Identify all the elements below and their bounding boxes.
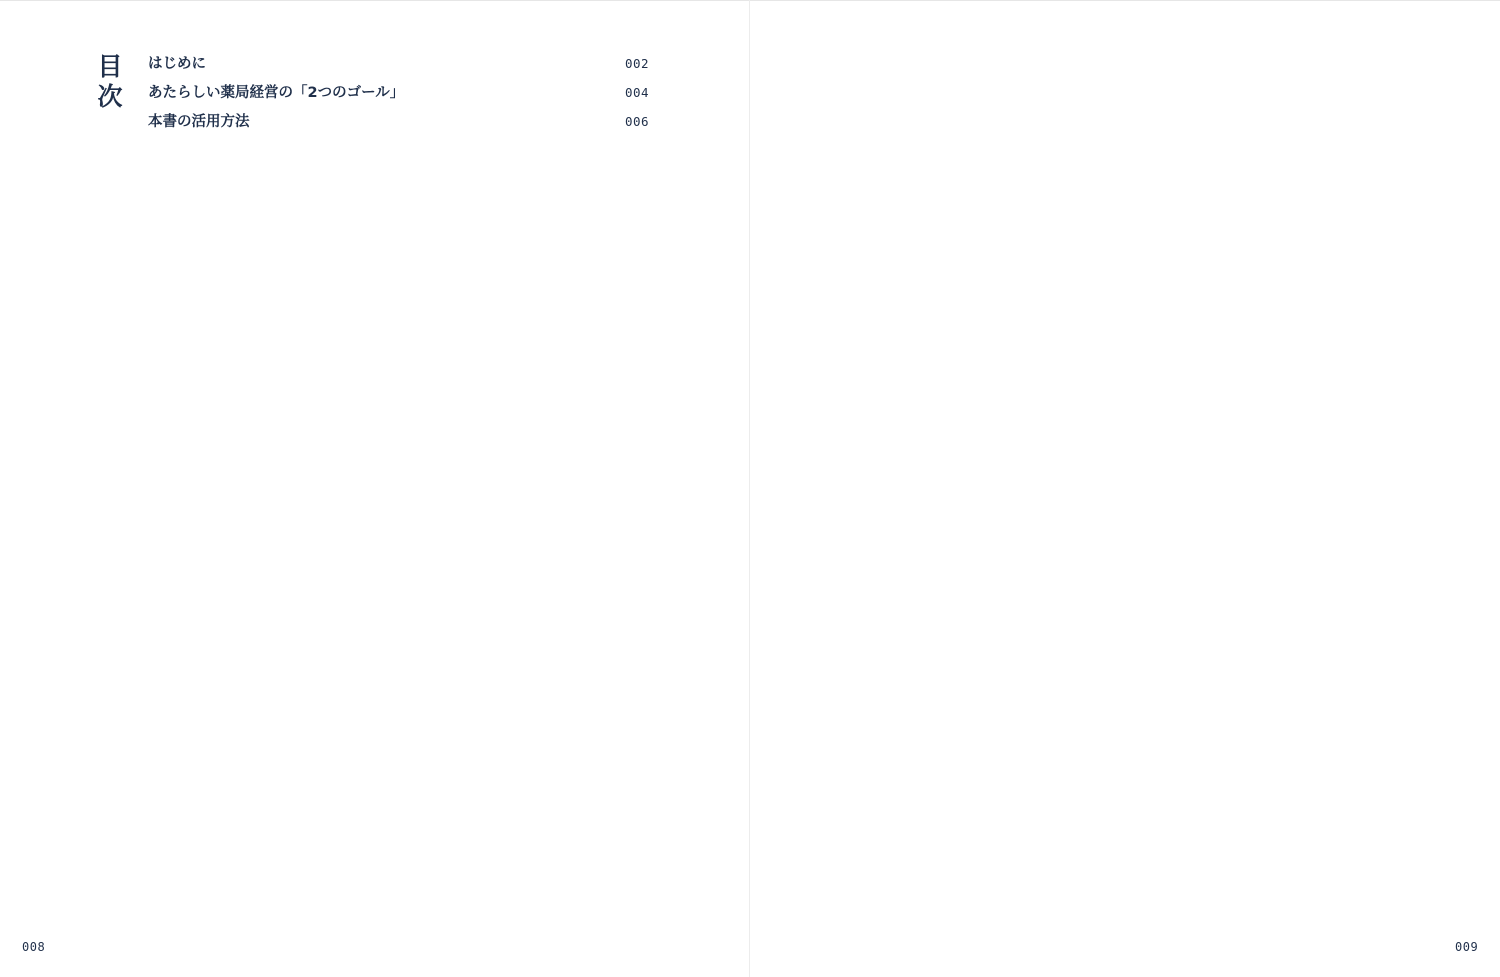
entry-title: 本書の活用方法	[148, 113, 250, 130]
page-number: 002	[625, 56, 650, 71]
entry-title: あたらしい薬局経営の「2つのゴール」	[148, 84, 405, 101]
toc-heading-char: 次	[97, 82, 123, 111]
toc-heading-char: 目	[97, 52, 123, 81]
right-page-number: 009	[1455, 940, 1479, 954]
left-page-number: 008	[22, 940, 46, 954]
toc-entry	[0, 81, 760, 105]
page-top-edge	[0, 0, 1500, 1]
toc-entry	[0, 110, 760, 134]
page-number: 004	[625, 84, 650, 100]
toc-entry	[0, 52, 760, 76]
page-number: 006	[625, 113, 650, 129]
entry-title: はじめに	[148, 56, 206, 72]
page-gutter	[749, 0, 750, 977]
